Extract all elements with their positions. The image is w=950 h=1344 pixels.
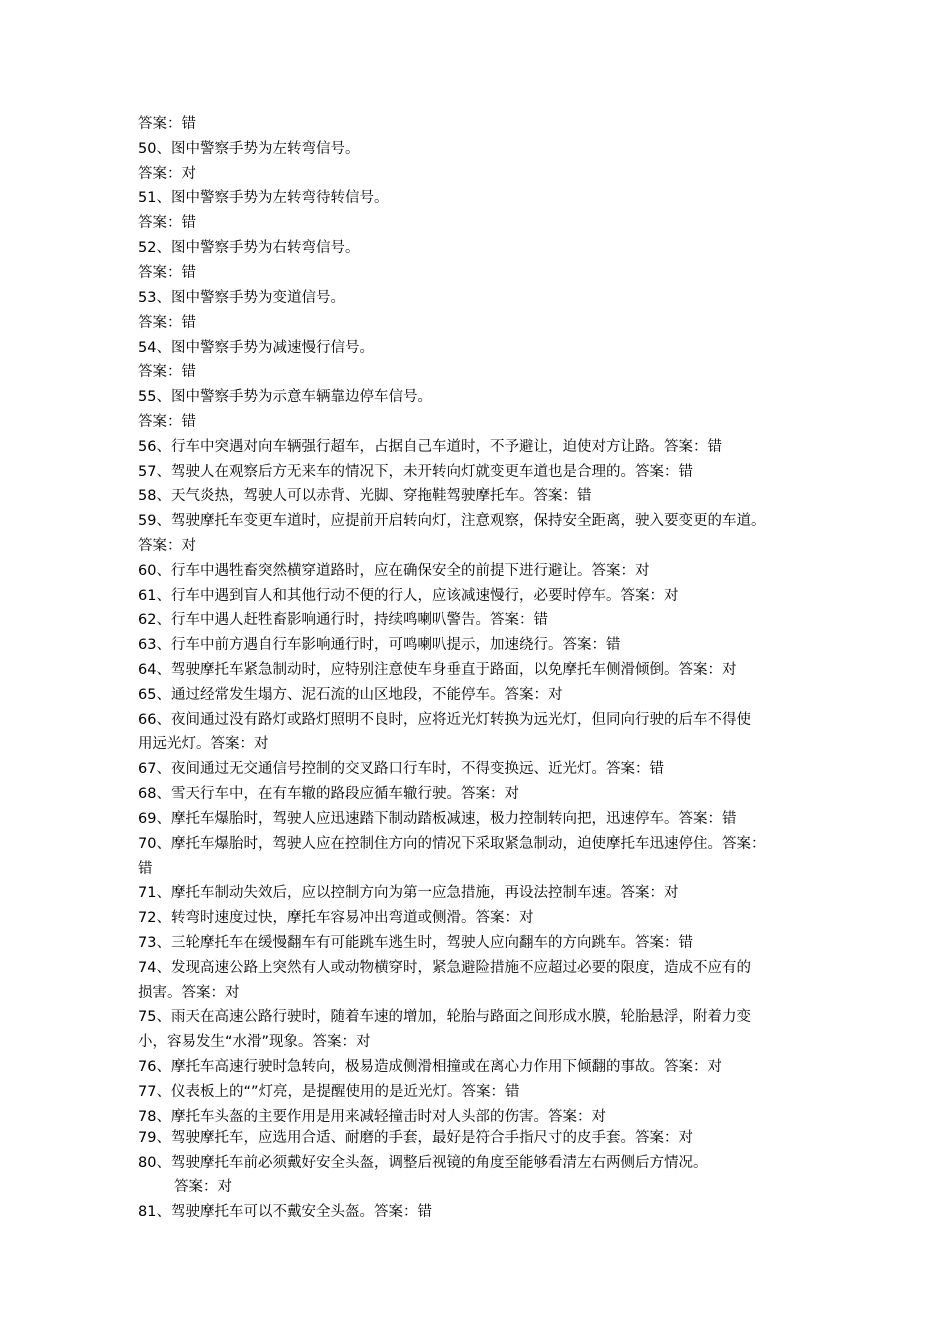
question-line: 75、雨天在高速公路行驶时，随着车速的增加，轮胎与路面之间形成水膜，轮胎悬浮，附着力变 [138,1009,751,1025]
question-line: 76、摩托车高速行驶时急转向，极易造成侧滑相撞或在离心力作用下倾翻的事故。答案：对 [138,1059,722,1075]
question-line: 65、通过经常发生塌方、泥石流的山区地段，不能停车。答案：对 [138,687,563,703]
question-line: 79、驾驶摩托车，应选用合适、耐磨的手套，最好是符合手指尺寸的皮手套。答案：对 [138,1130,693,1146]
question-line: 77、仪表板上的“”灯亮，是提醒使用的是近光灯。答案：错 [138,1084,520,1100]
question-line: 74、发现高速公路上突然有人或动物横穿时，紧急避险措施不应超过必要的限度，造成不应有的 [138,960,751,976]
question-line: 53、图中警察手势为变道信号。 [138,290,345,306]
answer-line: 答案：对 [138,166,196,182]
question-line: 51、图中警察手势为左转弯待转信号。 [138,190,389,206]
question-line-continued: 用远光灯。答案：对 [138,736,269,752]
question-line: 69、摩托车爆胎时，驾驶人应迅速踏下制动踏板减速，极力控制转向把，迅速停车。答案：错 [138,811,737,827]
question-line: 57、驾驶人在观察后方无来车的情况下，未开转向灯就变更车道也是合理的。答案：错 [138,464,693,480]
question-line: 50、图中警察手势为左转弯信号。 [138,141,360,157]
question-line: 81、驾驶摩托车可以不戴安全头盔。答案：错 [138,1204,432,1220]
question-line-continued: 小，容易发生“水滑”现象。答案：对 [138,1034,371,1050]
answer-line: 答案：错 [138,315,196,331]
question-line: 78、摩托车头盔的主要作用是用来减轻撞击时对人头部的伤害。答案：对 [138,1109,606,1125]
question-line: 60、行车中遇牲畜突然横穿道路时，应在确保安全的前提下进行避让。答案：对 [138,563,650,579]
question-line: 67、夜间通过无交通信号控制的交叉路口行车时，不得变换远、近光灯。答案：错 [138,761,664,777]
answer-line: 答案：错 [138,414,196,430]
question-line: 54、图中警察手势为减速慢行信号。 [138,340,374,356]
answer-line: 答案：对 [174,1179,232,1195]
question-line: 59、驾驶摩托车变更车道时，应提前开启转向灯，注意观察，保持安全距离，驶入要变更的车道。 [138,513,766,529]
question-line: 52、图中警察手势为右转弯信号。 [138,240,360,256]
question-line: 72、转弯时速度过快，摩托车容易冲出弯道或侧滑。答案：对 [138,910,534,926]
answer-line: 答案：错 [138,116,196,132]
question-line: 55、图中警察手势为示意车辆靠边停车信号。 [138,389,432,405]
question-line: 56、行车中突遇对向车辆强行超车，占据自己车道时，不予避让，迫使对方让路。答案：错 [138,439,722,455]
answer-line: 错 [138,861,153,877]
question-line: 73、三轮摩托车在缓慢翻车有可能跳车逃生时，驾驶人应向翻车的方向跳车。答案：错 [138,935,693,951]
question-line: 58、天气炎热，驾驶人可以赤背、光脚、穿拖鞋驾驶摩托车。答案：错 [138,488,592,504]
question-line: 63、行车中前方遇自行车影响通行时，可鸣喇叭提示，加速绕行。答案：错 [138,637,621,653]
answer-line: 答案：错 [138,215,196,231]
question-line: 71、摩托车制动失效后，应以控制方向为第一应急措施，再设法控制车速。答案：对 [138,885,679,901]
question-line: 68、雪天行车中，在有车辙的路段应循车辙行驶。答案：对 [138,786,519,802]
answer-line: 答案：错 [138,364,196,380]
question-line: 61、行车中遇到盲人和其他行动不便的行人，应该减速慢行，必要时停车。答案：对 [138,588,679,604]
question-line-continued: 损害。答案：对 [138,985,240,1001]
answer-line: 答案：对 [138,538,196,554]
question-line: 66、夜间通过没有路灯或路灯照明不良时，应将近光灯转换为远光灯，但同向行驶的后车不得使 [138,712,751,728]
answer-line: 答案：错 [138,265,196,281]
question-line: 70、摩托车爆胎时，驾驶人应在控制住方向的情况下采取紧急制动，迫使摩托车迅速停住。答案： [138,836,766,852]
question-line: 80、驾驶摩托车前必须戴好安全头盔，调整后视镜的角度至能够看清左右两侧后方情况。 [138,1155,708,1171]
question-line: 62、行车中遇人赶牲畜影响通行时，持续鸣喇叭警告。答案：错 [138,612,548,628]
question-line: 64、驾驶摩托车紧急制动时，应特别注意使车身垂直于路面，以免摩托车侧滑倾倒。答案：对 [138,662,737,678]
